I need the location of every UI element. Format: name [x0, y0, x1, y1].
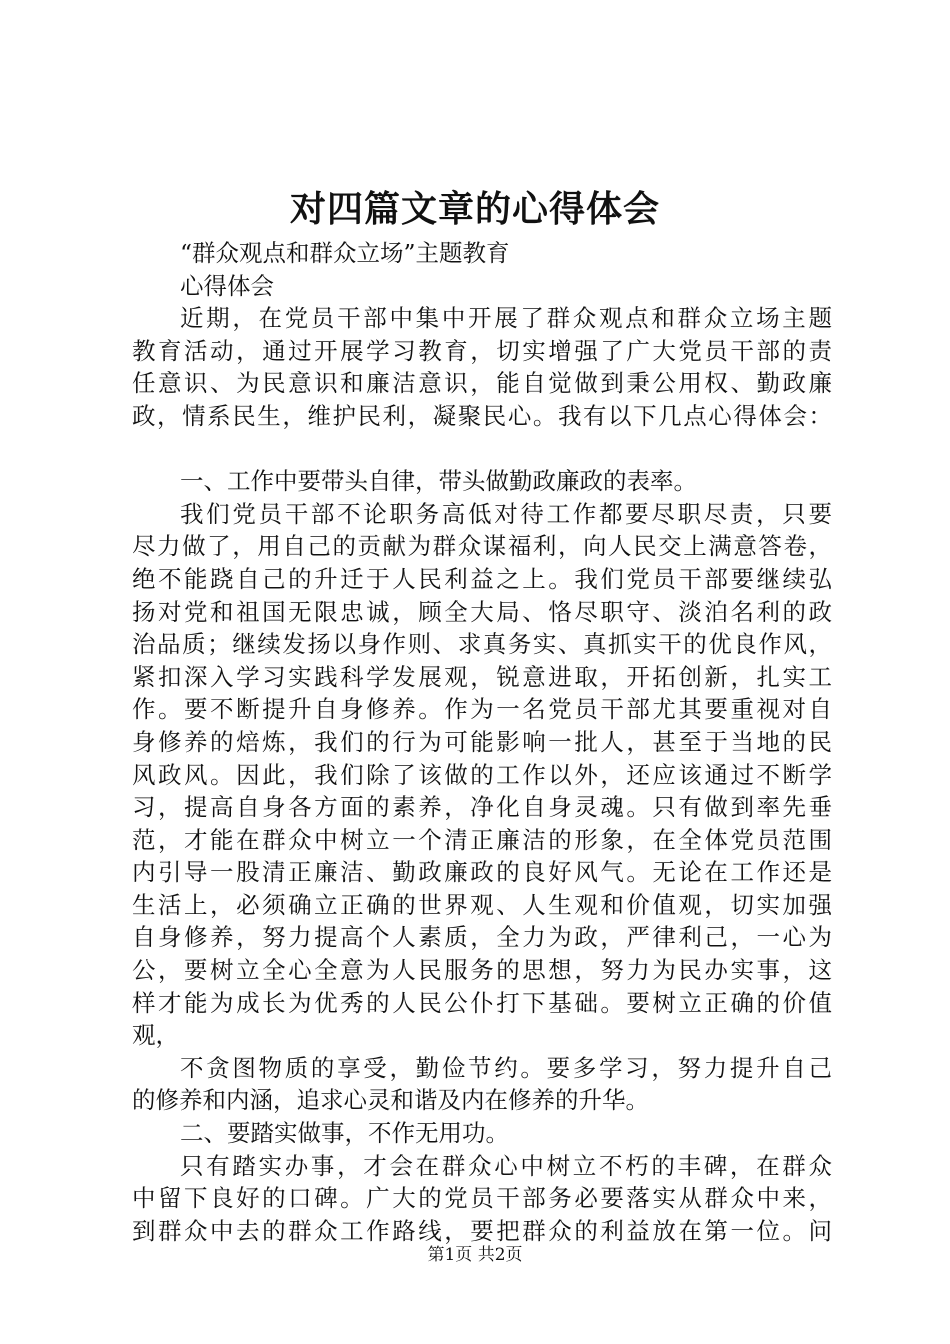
paragraph-line: 习，提高自身各方面的素养，净化自身灵魂。只有做到率先垂 — [132, 793, 832, 822]
paragraph-line: 我们党员干部不论职务高低对待工作都要尽职尽责，只要 — [180, 499, 832, 528]
paragraph-line: 紧扣深入学习实践科学发展观，锐意进取，开拓创新，扎实工 — [132, 662, 832, 691]
section-heading-2: 二、要踏实做事，不作无用功。 — [180, 1119, 509, 1148]
page-footer: 第1页 共2页 — [427, 1245, 523, 1265]
blank-line — [132, 433, 832, 466]
paragraph-line: 观， — [132, 1021, 179, 1050]
subtitle-line-2: 心得体会 — [180, 271, 274, 300]
paragraph-line: 中留下良好的口碑。广大的党员干部务必要落实从群众中来， — [132, 1184, 832, 1213]
paragraph-line: 尽力做了，用自己的贡献为群众谋福利，向人民交上满意答卷， — [132, 532, 832, 561]
paragraph-line: 生活上，必须确立正确的世界观、人生观和价值观，切实加强 — [132, 890, 832, 919]
document-body — [132, 237, 832, 1247]
paragraph-line: 任意识、为民意识和廉洁意识，能自觉做到秉公用权、勤政廉 — [132, 369, 832, 398]
paragraph-line: 样才能为成长为优秀的人民公仆打下基础。要树立正确的价值 — [132, 988, 832, 1017]
paragraph-line: 教育活动，通过开展学习教育，切实增强了广大党员干部的责 — [132, 336, 832, 365]
paragraph-line: 治品质；继续发扬以身作则、求真务实、真抓实干的优良作风， — [132, 630, 832, 659]
paragraph-line: 作。要不断提升自身修养。作为一名党员干部尤其要重视对自 — [132, 695, 832, 724]
paragraph-line: 的修养和内涵，追求心灵和谐及内在修养的升华。 — [132, 1086, 649, 1115]
paragraph-line: 政，情系民生，维护民利，凝聚民心。我有以下几点心得体会： — [132, 401, 832, 430]
paragraph-line: 范，才能在群众中树立一个清正廉洁的形象，在全体党员范围 — [132, 825, 832, 854]
paragraph-line: 身修养的焙炼，我们的行为可能影响一批人，甚至于当地的民 — [132, 727, 832, 756]
paragraph-line: 只有踏实办事，才会在群众心中树立不朽的丰碑，在群众 — [180, 1151, 832, 1180]
paragraph-line: 近期，在党员干部中集中开展了群众观点和群众立场主题 — [180, 304, 832, 333]
paragraph-line: 扬对党和祖国无限忠诚，顾全大局、恪尽职守、淡泊名利的政 — [132, 597, 832, 626]
subtitle-line-1: “群众观点和群众立场”主题教育 — [180, 239, 510, 267]
paragraph-line: 到群众中去的群众工作路线，要把群众的利益放在第一位。问 — [132, 1216, 832, 1245]
paragraph-line: 公，要树立全心全意为人民服务的思想，努力为民办实事，这 — [132, 956, 832, 985]
section-heading-1: 一、工作中要带头自律，带头做勤政廉政的表率。 — [180, 467, 697, 496]
paragraph-line: 自身修养，努力提高个人素质，全力为政，严律利己，一心为 — [132, 923, 832, 952]
paragraph-line: 绝不能跷自己的升迁于人民利益之上。我们党员干部要继续弘 — [132, 564, 832, 593]
document-title: 对四篇文章的心得体会 — [289, 188, 660, 230]
paragraph-line: 风政风。因此，我们除了该做的工作以外，还应该通过不断学 — [132, 760, 832, 789]
paragraph-line: 内引导一股清正廉洁、勤政廉政的良好风气。无论在工作还是 — [132, 858, 832, 887]
paragraph-line: 不贪图物质的享受，勤俭节约。要多学习，努力提升自己 — [180, 1053, 832, 1082]
